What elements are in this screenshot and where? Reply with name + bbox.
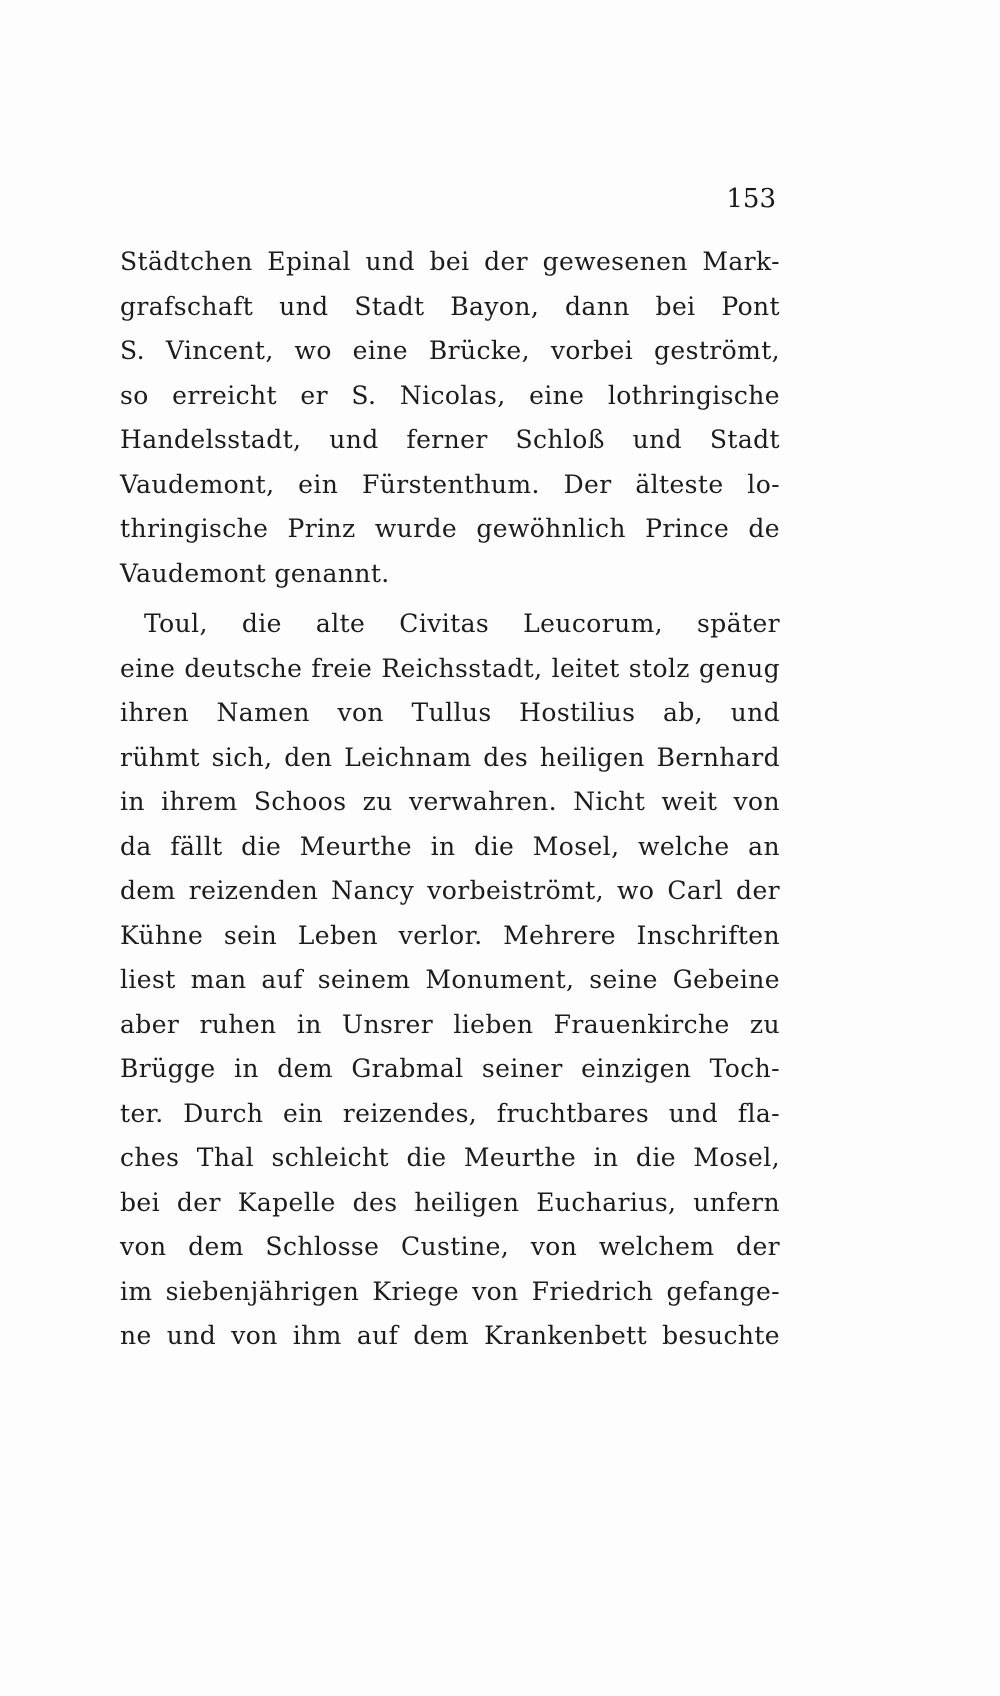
text-line: dem reizenden Nancy vorbeiströmt, wo Carl der <box>120 876 780 905</box>
text-line: bei der Kapelle des heiligen Eucharius, unfern <box>120 1187 780 1217</box>
text-line: grafschaft und Stadt Bayon, dann bei Pont <box>120 291 780 321</box>
text-line: ches Thal schleicht die Meurthe in die Mosel, <box>120 1143 780 1172</box>
text-line: thringische Prinz wurde gewöhnlich Prince de <box>120 514 780 543</box>
text-line: Vaudemont genannt. <box>120 558 390 588</box>
text-line: S. Vincent, wo eine Brücke, vorbei geströmt, <box>120 336 780 365</box>
text-line: Toul, die alte Civitas Leucorum, später <box>144 609 780 638</box>
text-line: aber ruhen in Unsrer lieben Frauenkirche zu <box>120 1009 780 1039</box>
text-line: in ihrem Schoos zu verwahren. Nicht weit von <box>120 787 780 816</box>
text-line: von dem Schlosse Custine, von welchem der <box>120 1232 780 1261</box>
page-number: 153 <box>726 184 776 214</box>
paragraph-1 <box>120 240 780 596</box>
text-line: ter. Durch ein reizendes, fruchtbares und fla- <box>120 1098 780 1128</box>
paragraph-2 <box>120 602 780 1359</box>
text-line: Städtchen Epinal und bei der gewesenen Mark- <box>120 247 780 276</box>
body-text <box>120 240 780 1359</box>
text-line: liest man auf seinem Monument, seine Gebeine <box>120 965 780 994</box>
text-line: da fällt die Meurthe in die Mosel, welche an <box>120 831 780 861</box>
text-line: Brügge in dem Grabmal seiner einzigen Toch- <box>120 1054 780 1083</box>
text-line: so erreicht er S. Nicolas, eine lothringische <box>120 380 780 410</box>
text-line: rühmt sich, den Leichnam des heiligen Bernhard <box>120 742 780 772</box>
text-line: ihren Namen von Tullus Hostilius ab, und <box>120 698 780 727</box>
text-line: eine deutsche freie Reichsstadt, leitet stolz genug <box>120 653 780 683</box>
text-line: Vaudemont, ein Fürstenthum. Der älteste lo- <box>120 469 780 499</box>
text-line: im siebenjährigen Kriege von Friedrich gefange- <box>120 1276 780 1306</box>
text-line: Handelsstadt, und ferner Schloß und Stadt <box>120 425 780 454</box>
text-line: ne und von ihm auf dem Krankenbett besuchte <box>120 1321 780 1350</box>
text-line: Kühne sein Leben verlor. Mehrere Inschriften <box>120 920 780 950</box>
